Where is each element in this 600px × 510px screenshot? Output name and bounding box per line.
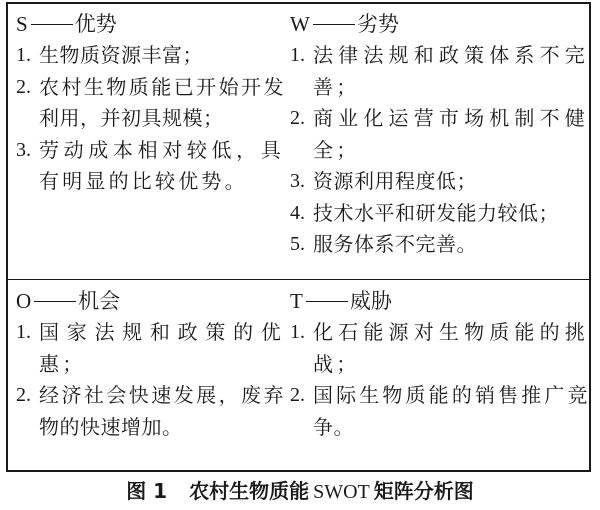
list-item xyxy=(16,72,284,135)
list-item xyxy=(290,40,588,103)
caption-swot: SWOT xyxy=(313,481,370,503)
caption-suffix: 矩阵分析图 xyxy=(373,479,474,503)
item-text: 资源利用程度低； xyxy=(313,169,477,193)
item-number: 5. xyxy=(290,233,305,255)
heading-dash xyxy=(313,24,355,25)
heading-dash xyxy=(306,301,348,302)
item-text: 劳动成本相对较低，具有明显的比较优势。 xyxy=(39,137,284,193)
list-item xyxy=(16,380,284,443)
threats-list xyxy=(290,317,588,443)
strengths-quadrant xyxy=(16,8,284,276)
item-text: 经济社会快速发展，废弃物的快速增加。 xyxy=(39,383,284,439)
item-text: 化石能源对生物质能的挑战； xyxy=(313,320,588,376)
row-divider xyxy=(8,279,589,280)
item-number: 1. xyxy=(290,321,305,343)
item-text: 农村生物质能已开始开发利用，并初具规模； xyxy=(39,74,284,130)
figure-caption xyxy=(0,476,600,507)
opportunities-letter: O xyxy=(16,289,32,313)
threats-letter: T xyxy=(290,289,303,313)
item-number: 4. xyxy=(290,201,305,224)
item-number: 1. xyxy=(16,44,31,66)
item-text: 法律法规和政策体系不完善； xyxy=(313,43,588,99)
weaknesses-list xyxy=(290,40,588,261)
heading-dash xyxy=(31,24,73,25)
strengths-heading xyxy=(16,8,284,40)
item-number: 3. xyxy=(290,170,305,192)
list-item xyxy=(16,40,284,72)
list-item xyxy=(290,229,588,261)
strengths-title: 优势 xyxy=(74,12,117,36)
strengths-letter: S xyxy=(16,12,28,36)
item-number: 2. xyxy=(16,384,31,406)
item-number: 3. xyxy=(16,138,31,161)
list-item xyxy=(290,198,588,230)
list-item xyxy=(290,317,588,380)
item-number: 2. xyxy=(290,107,305,129)
opportunities-list xyxy=(16,317,284,443)
item-text: 生物质资源丰富； xyxy=(39,43,203,67)
weaknesses-title: 劣势 xyxy=(356,12,399,36)
swot-matrix xyxy=(6,2,591,472)
item-number: 2. xyxy=(16,75,31,98)
list-item xyxy=(290,166,588,198)
list-item xyxy=(290,103,588,166)
opportunities-heading xyxy=(16,285,284,317)
item-text: 国家法规和政策的优惠； xyxy=(39,320,284,376)
weaknesses-letter: W xyxy=(290,12,310,36)
weaknesses-quadrant xyxy=(290,8,588,276)
opportunities-quadrant xyxy=(16,285,284,469)
threats-heading xyxy=(290,285,588,317)
heading-dash xyxy=(34,301,76,302)
threats-quadrant xyxy=(290,285,588,469)
caption-prefix: 农村生物质能 xyxy=(189,479,310,503)
caption-number: 图 1 xyxy=(126,479,168,503)
strengths-list xyxy=(16,40,284,198)
item-text: 国际生物质能的销售推广竞争。 xyxy=(313,383,588,439)
item-text: 服务体系不完善。 xyxy=(313,232,477,256)
item-number: 1. xyxy=(16,321,31,343)
list-item xyxy=(16,135,284,198)
weaknesses-heading xyxy=(290,8,588,40)
list-item xyxy=(16,317,284,380)
threats-title: 威胁 xyxy=(349,289,392,313)
item-number: 1. xyxy=(290,44,305,66)
opportunities-title: 机会 xyxy=(78,289,121,313)
item-text: 技术水平和研发能力较低； xyxy=(313,200,559,225)
list-item xyxy=(290,380,588,443)
item-number: 2. xyxy=(290,384,305,406)
item-text: 商业化运营市场机制不健全； xyxy=(313,106,588,162)
